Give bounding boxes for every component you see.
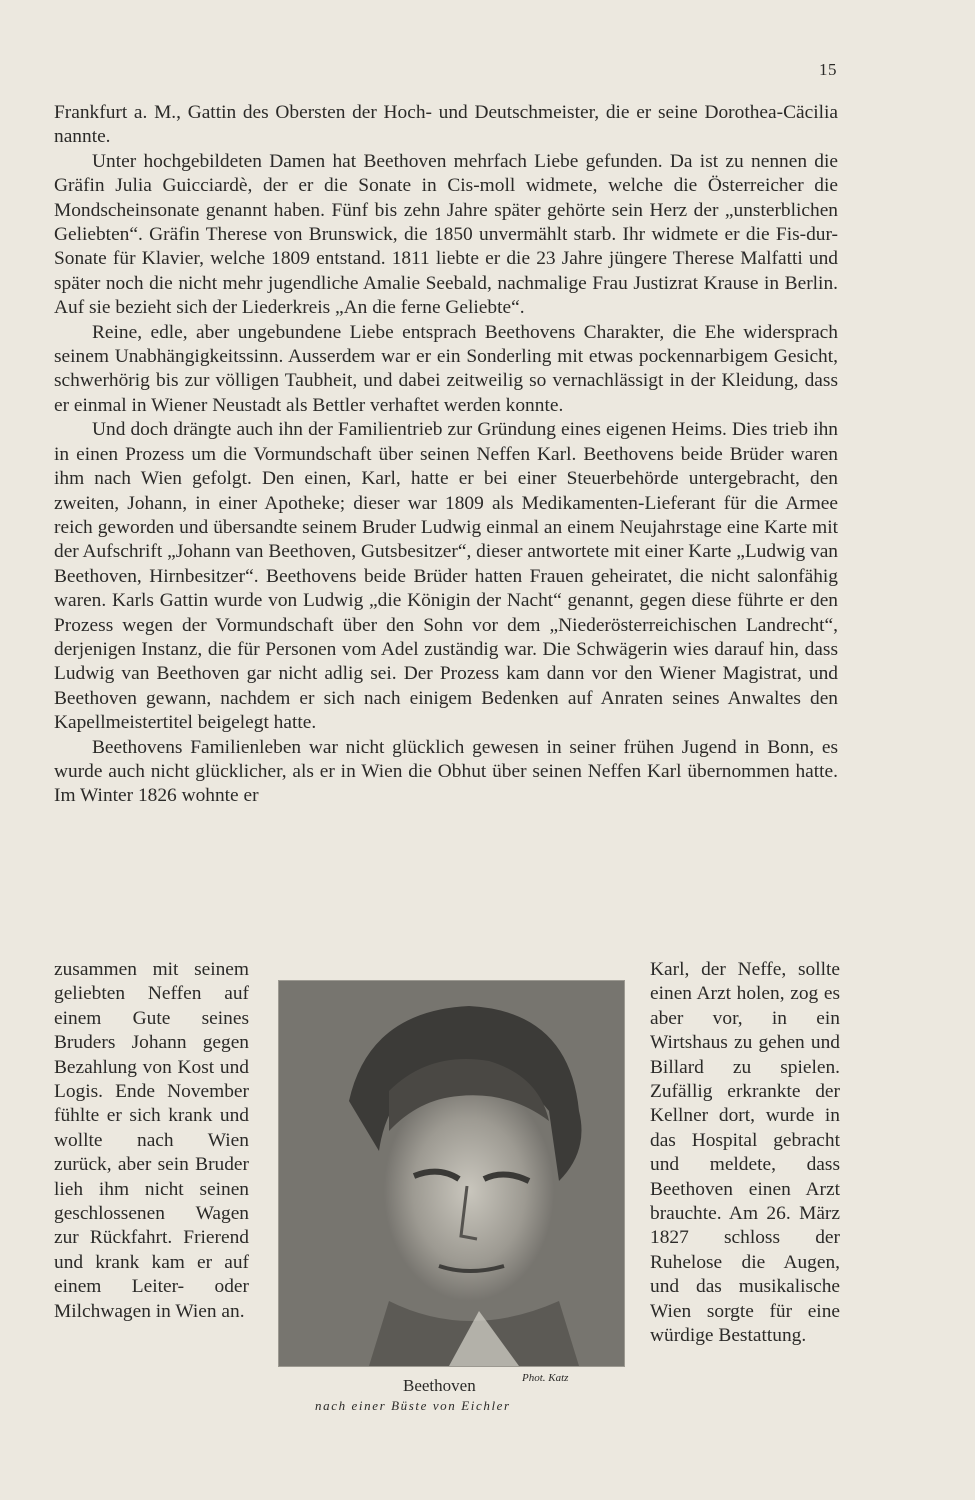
right-column xyxy=(650,958,840,1349)
caption-credit: Phot. Katz xyxy=(522,1372,569,1384)
paragraph: Frankfurt a. M., Gattin des Obersten der Hoch- und Deutschmeister, die er seine Dorothea-Cäcilia nannte. xyxy=(54,102,838,148)
portrait-image xyxy=(279,981,624,1366)
right-column-text: Karl, der Neffe, sollte einen Arzt holen, zog es aber vor, in ein Wirtshaus zu gehen und Billard zu spielen. Zufällig erkrankte der Kellner dort, wurde in das Hospital gebracht und meldete, dass Beethoven einen Arzt brauchte. Am 26. März 1827 schloss der Ruhelose die Augen, und das musikalische Wien sorgte für eine würdige Bestattung. xyxy=(650,959,840,1347)
left-column-text: zusammen mit seinem geliebten Neffen auf einem Gute seines Bruders Johann gegen Bezahlung von Kost und Logis. Ende November fühlte er sich krank und wollte nach Wien zurück, aber sein Bruder lieh ihm nicht seinen geschlossenen Wagen zur Rückfahrt. Frierend und krank kam er auf einem Leiter- oder Milchwagen in Wien an. xyxy=(54,959,249,1322)
caption-subtitle: nach einer Büste von Eichler xyxy=(315,1398,511,1413)
caption-title: Beethoven xyxy=(403,1376,476,1395)
beethoven-portrait-photo xyxy=(278,980,625,1367)
paragraph: Reine, edle, aber ungebundene Liebe entsprach Beethovens Charakter, die Ehe widersprach seinem Unabhängigkeitssinn. Ausserdem war er ein Sonderling mit etwas pockennarbigem Gesicht, schwerhörig bis zur völligen Taubheit, und dabei zeitweilig so vernachlässigt in der Kleidung, dass er einmal in Wiener Neustadt als Bettler verhaftet werden konnte. xyxy=(54,321,838,416)
paragraph: Beethovens Familienleben war nicht glücklich gewesen in seiner frühen Jugend in Bonn, es wurde auch nicht glücklicher, als er in Wien die Obhut über seinen Neffen Karl übernommen hatte. Im Winter 1826 wohnte er xyxy=(54,736,838,807)
left-column xyxy=(54,958,249,1324)
paragraph: Und doch drängte auch ihn der Familientrieb zur Gründung eines eigenen Heims. Dies trieb ihn in einen Prozess um die Vormundschaft über seinen Neffen Karl. Beethovens beide Brüder waren ihm nach Wien gefolgt. Den einen, Karl, hatte er bei einer Steuerbehörde untergebracht, den zweiten, Johann, in einer Apotheke; dieser war 1809 als Medikamenten-Lieferant für die Armee reich geworden und übersandte seinem Bruder Ludwig einmal an einem Neujahrstage eine Karte mit der Aufschrift „Johann van Beethoven, Gutsbesitzer“, dieser antwortete mit einer Karte „Ludwig van Beethoven, Hirnbesitzer“. Beethovens beide Brüder hatten Frauen geheiratet, die nicht salonfähig waren. Karls Gattin wurde von Ludwig „die Königin der Nacht“ genannt, gegen diese führte er den Prozess wegen der Vormundschaft über den Sohn vor dem „Niederösterreichischen Landrecht“, derjenigen Instanz, die für Personen vom Adel zuständig war. Die Schwägerin wies darauf hin, dass Ludwig van Beethoven gar nicht adlig sei. Der Prozess kam dann vor den Wiener Magistrat, und Beethoven gewann, nachdem er sich nach einigem Bedenken auf Anraten seines Anwaltes den Kapellmeistertitel beigelegt hatte. xyxy=(54,419,838,734)
paragraph: Unter hochgebildeten Damen hat Beethoven mehrfach Liebe gefunden. Da ist zu nennen die Gräfin Julia Guicciardè, der er die Sonate in Cis-moll widmete, welche die Österreicher die Mondscheinsonate genannt haben. Fünf bis zehn Jahre später gehörte sein Herz der „unsterblichen Geliebten“. Gräfin Therese von Brunswick, die 1850 unvermählt starb. Ihr widmete er die Fis-dur-Sonate für Klavier, welche 1809 entstand. 1811 liebte er die 23 Jahre jüngere Therese Malfatti und später noch die nicht mehr jugendliche Amalie Seebald, nachmalige Frau Justizrat Krause in Berlin. Auf sie bezieht sich der Liederkreis „An die ferne Geliebte“. xyxy=(54,150,838,319)
page-number: 15 xyxy=(819,60,837,79)
main-text xyxy=(54,101,838,809)
